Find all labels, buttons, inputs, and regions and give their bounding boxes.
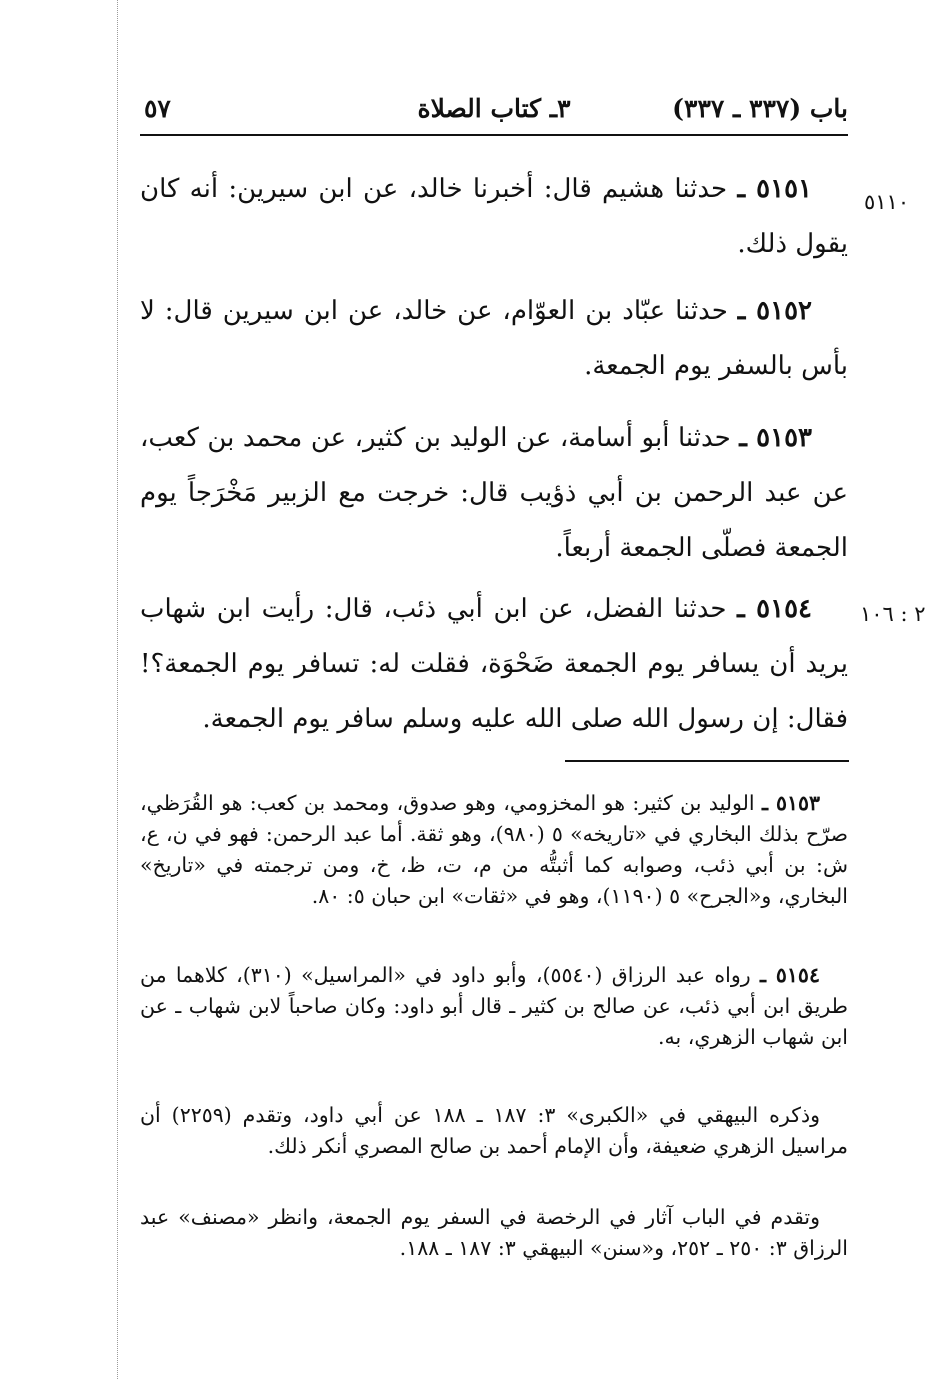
entry-5154	[140, 582, 848, 747]
footnote-paragraph-3	[140, 1100, 848, 1162]
margin-note-1: ٥١١٠	[864, 190, 910, 214]
page-header	[140, 88, 848, 134]
footnote-number: ٥١٥٤ ـ	[759, 963, 820, 987]
entry-5152	[140, 284, 848, 394]
header-divider	[140, 134, 848, 136]
entry-text: حدثنا الفضل، عن ابن أبي ذئب، قال: رأيت ابن شهاب يريد أن يسافر يوم الجمعة ضَحْوَة، فقلت له: تسافر يوم الجمعة؟! فقال: إن رسول الله صلى الله عليه وسلم سافر يوم الجمعة.	[140, 594, 848, 734]
entry-5153	[140, 411, 848, 576]
margin-dotted-rule	[117, 0, 118, 1379]
footnote-paragraph-4	[140, 1202, 848, 1264]
page-number: ٥٧	[144, 94, 171, 123]
entry-text: حدثنا عبّاد بن العوّام، عن خالد، عن ابن سيرين قال: لا بأس بالسفر يوم الجمعة.	[140, 296, 848, 381]
book-title: ٣ـ كتاب الصلاة	[417, 94, 571, 123]
entry-5151	[140, 162, 848, 272]
entry-number: ٥١٥٢ ـ	[737, 296, 813, 326]
footnote-text: وتقدم في الباب آثار في الرخصة في السفر يوم الجمعة، وانظر «مصنف» عبد الرزاق ٣: ٢٥٠ ـ ٢٥٢، و«سنن» البيهقي ٣: ١٨٧ ـ ١٨٨.	[140, 1205, 848, 1260]
footnote-text: وذكره البيهقي في «الكبرى» ٣: ١٨٧ ـ ١٨٨ عن أبي داود، وتقدم (٢٢٥٩) أن مراسيل الزهري ضعيفة، وأن الإمام أحمد بن صالح المصري أنكر ذلك.	[140, 1103, 848, 1158]
entry-text: حدثنا هشيم قال: أخبرنا خالد، عن ابن سيرين: أنه كان يقول ذلك.	[140, 174, 848, 259]
margin-note-2: ٢ : ١٠٦	[860, 602, 926, 626]
entry-text: حدثنا أبو أسامة، عن الوليد بن كثير، عن محمد بن كعب، عن عبد الرحمن بن أبي ذؤيب قال: خرجت مع الزبير مَخْرَجاً يوم الجمعة فصلّى الجمعة أربعاً.	[140, 423, 848, 563]
footnote-divider	[565, 760, 849, 762]
footnote-5153	[140, 788, 848, 912]
footnote-5154	[140, 960, 848, 1053]
entry-number: ٥١٥٤ ـ	[737, 594, 812, 624]
entry-number: ٥١٥٣ ـ	[739, 423, 813, 453]
entry-number: ٥١٥١ ـ	[737, 174, 812, 204]
chapter-title: باب (٣٣٧ ـ ٣٣٧)	[672, 94, 848, 123]
footnote-number: ٥١٥٣ ـ	[761, 791, 820, 815]
footnote-text: رواه عبد الرزاق (٥٥٤٠)، وأبو داود في «المراسيل» (٣١٠)، كلاهما من طريق ابن أبي ذئب، عن صالح بن كثير ـ قال أبو داود: وكان صاحباً لابن شهاب ـ عن ابن شهاب الزهري، به.	[140, 963, 848, 1049]
footnote-text: الوليد بن كثير: هو المخزومي، وهو صدوق، ومحمد بن كعب: هو القُرَظي، صرّح بذلك البخاري في «تاريخه» ٥ (٩٨٠)، وهو ثقة. أما عبد الرحمن: فهو في ن، ع، ش: بن أبي ذئب، وصوابه كما أثبتُّه من م، ت، ظ، خ، ومن ترجمته في «تاريخ» البخاري، و«الجرح» ٥ (١١٩٠)، وهو في «ثقات» ابن حبان ٥: ٨٠.	[140, 791, 849, 908]
